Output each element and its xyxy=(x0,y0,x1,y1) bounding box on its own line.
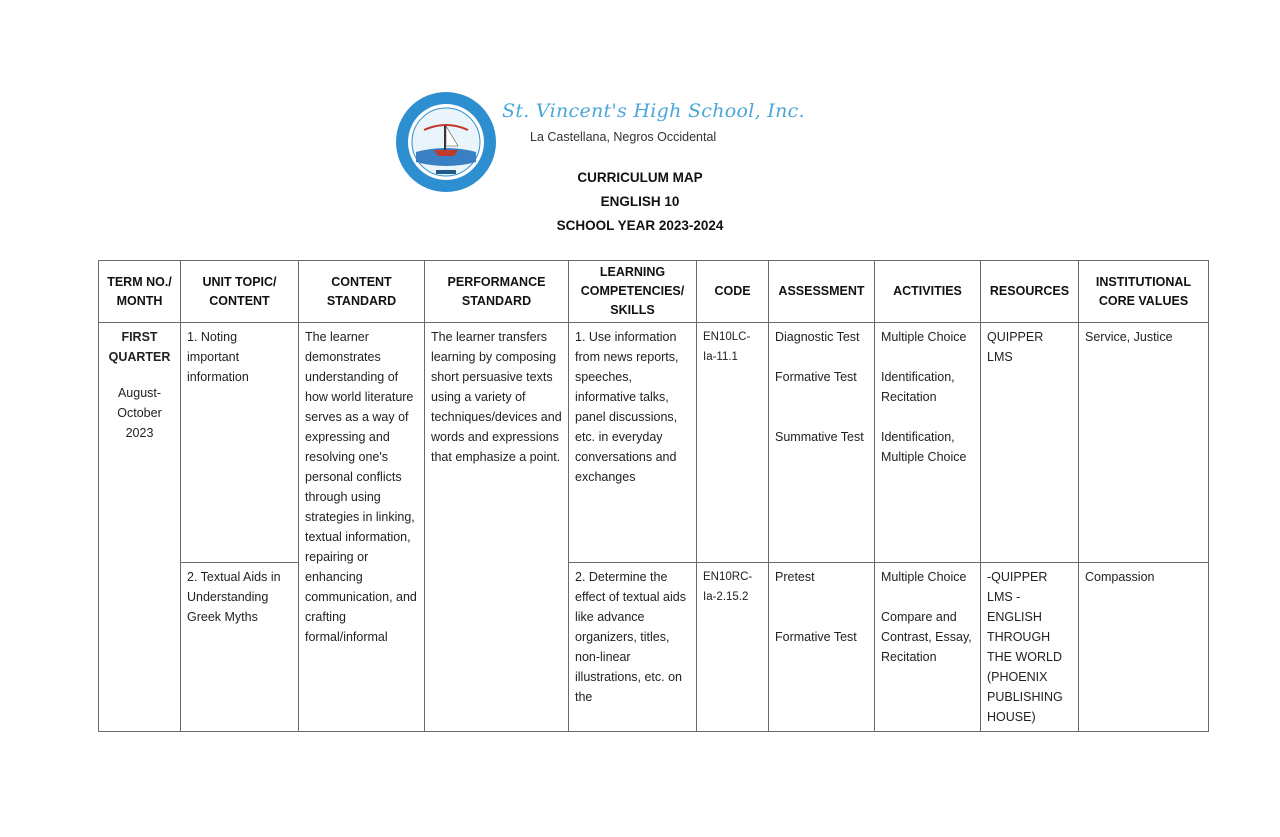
header-activities: ACTIVITIES xyxy=(875,261,981,323)
assessment-item: Summative Test xyxy=(775,430,864,444)
term-months: August-October 2023 xyxy=(117,386,162,440)
header-content-standard: CONTENT STANDARD xyxy=(299,261,425,323)
content-standard-cell: The learner demonstrates understanding of how world literature serves as a way of expressing and resolving one's personal conflicts through using strategies in linking, textual information, repairing or enhancing communication, and crafting formal/informal xyxy=(299,323,425,732)
activity-item: Multiple Choice xyxy=(881,570,967,584)
table-header-row xyxy=(99,261,1209,323)
document-title: CURRICULUM MAP xyxy=(577,170,703,185)
school-address: La Castellana, Negros Occidental xyxy=(530,130,717,144)
document-header xyxy=(0,0,1280,250)
resources-cell: -QUIPPER LMS -ENGLISH THROUGH THE WORLD (PHOENIX PUBLISHING HOUSE) xyxy=(981,563,1079,732)
activity-item: Compare and Contrast, Essay, Recitation xyxy=(881,610,972,664)
core-values-cell: Compassion xyxy=(1079,563,1209,732)
unit-topic-cell: 2. Textual Aids in Understanding Greek Myths xyxy=(181,563,299,732)
table-row xyxy=(99,323,1209,563)
table-row xyxy=(99,563,1209,732)
header-assessment: ASSESSMENT xyxy=(769,261,875,323)
assessment-cell xyxy=(769,563,875,732)
assessment-item: Pretest xyxy=(775,570,815,584)
activity-item: Identification, Multiple Choice xyxy=(881,430,967,464)
activities-cell xyxy=(875,323,981,563)
code-cell: EN10RC-Ia-2.15.2 xyxy=(697,563,769,732)
activity-item: Multiple Choice xyxy=(881,330,967,344)
assessment-item: Formative Test xyxy=(775,630,857,644)
header-core-values: INSTITUTIONAL CORE VALUES xyxy=(1079,261,1209,323)
activities-cell xyxy=(875,563,981,732)
curriculum-map-table xyxy=(98,260,1209,732)
term-cell xyxy=(99,323,181,732)
school-year-title: SCHOOL YEAR 2023-2024 xyxy=(556,218,724,233)
subject-title: ENGLISH 10 xyxy=(600,194,680,209)
header-term: TERM NO./ MONTH xyxy=(99,261,181,323)
header-unit-topic: UNIT TOPIC/ CONTENT xyxy=(181,261,299,323)
activity-item: Identification, Recitation xyxy=(881,370,955,404)
unit-topic-cell: 1. Noting important information xyxy=(181,323,299,563)
assessment-item: Formative Test xyxy=(775,370,857,384)
code-cell: EN10LC-Ia-11.1 xyxy=(697,323,769,563)
header-code: CODE xyxy=(697,261,769,323)
school-name: St. Vincent's High School, Inc. xyxy=(502,100,805,122)
core-values-cell: Service, Justice xyxy=(1079,323,1209,563)
header-resources: RESOURCES xyxy=(981,261,1079,323)
header-performance-standard: PERFORMANCE STANDARD xyxy=(425,261,569,323)
assessment-item: Diagnostic Test xyxy=(775,330,860,344)
performance-standard-cell: The learner transfers learning by composing short persuasive texts using a variety of techniques/devices and words and expressions that emphasize a point. xyxy=(425,323,569,732)
header-competencies: LEARNING COMPETENCIES/ SKILLS xyxy=(569,261,697,323)
resources-cell: QUIPPER LMS xyxy=(981,323,1079,563)
quarter-label: FIRST QUARTER xyxy=(108,330,171,364)
competency-cell: 2. Determine the effect of textual aids like advance organizers, titles, non-linear illustrations, etc. on the xyxy=(569,563,697,732)
competency-cell: 1. Use information from news reports, speeches, informative talks, panel discussions, etc. in everyday conversations and exchanges xyxy=(569,323,697,563)
assessment-cell xyxy=(769,323,875,563)
